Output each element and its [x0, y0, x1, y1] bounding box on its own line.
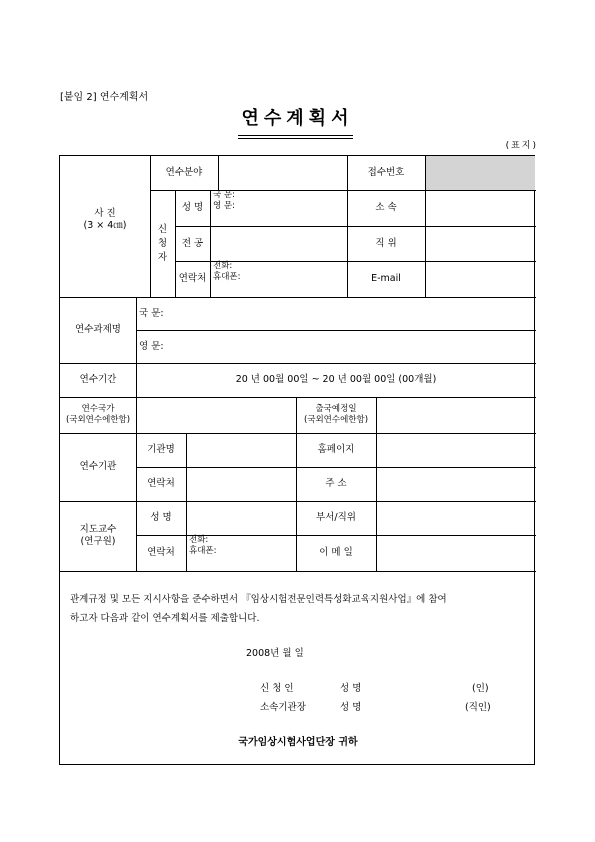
period-value[interactable]: 20 년 00월 00일 ~ 20 년 00월 00일 (00개월) — [235, 374, 437, 385]
advisor-name-label: 성 명 — [150, 512, 172, 523]
address-label: 주 소 — [325, 478, 347, 489]
attachment-label: [붙임 2] 연수계획서 — [60, 92, 149, 103]
applicant-label: 신청자 — [157, 223, 168, 263]
course-title-en[interactable]: 영 문: — [139, 340, 164, 352]
declaration-line-1: 관계규정 및 모든 지시사항을 준수하면서 『임상시험전문인력특성화교육지원사업』에 참여 — [70, 594, 447, 605]
applicant-sign-name: 성 명 — [340, 683, 362, 694]
cover-label: (표지) — [505, 141, 538, 151]
institution-label: 연수기관 — [79, 461, 117, 472]
head-seal: (직인) — [465, 702, 491, 713]
course-title-ko[interactable]: 국 문: — [139, 307, 164, 319]
advisor-contact-field[interactable]: 전화: 휴대폰: — [189, 535, 217, 556]
institution-name-label: 기관명 — [147, 444, 175, 455]
email-label: E-mail — [371, 273, 401, 284]
head-sign-name: 성 명 — [340, 702, 362, 713]
photo-area: 사 진 (3 × 4㎝) — [83, 208, 127, 231]
departure-label: 출국예정일 (국외연수에한함) — [303, 404, 369, 425]
affiliation-label: 소 속 — [375, 202, 397, 213]
name-label: 성 명 — [181, 202, 204, 213]
period-label: 연수기간 — [79, 374, 117, 385]
page-title: 연수계획서 — [0, 104, 595, 130]
applicant-seal: (인) — [472, 683, 489, 694]
position-label: 직 위 — [375, 237, 397, 249]
name-field[interactable]: 국 문: 영 문: — [213, 190, 235, 211]
contact-label: 연락처 — [178, 273, 207, 284]
advisor-email-label: 이 메 일 — [319, 547, 353, 558]
declaration-line-2: 하고자 다음과 같이 연수계획서를 제출합니다. — [70, 613, 260, 624]
institution-contact-label: 연락처 — [147, 478, 175, 489]
country-label: 연수국가 (국외연수에한함) — [65, 404, 131, 425]
course-title-label: 연수과제명 — [75, 324, 121, 335]
date-line: 2008년 월 일 — [246, 648, 304, 659]
head-sign-label: 소속기관장 — [260, 702, 306, 713]
contact-field[interactable]: 전화: 휴대폰: — [213, 261, 241, 282]
applicant-sign-label: 신 청 인 — [260, 683, 294, 694]
recipient-line: 국가임상시험사업단장 귀하 — [238, 737, 358, 748]
field-label: 연수분야 — [165, 167, 203, 178]
homepage-label: 홈페이지 — [317, 444, 355, 455]
department-label: 부서/직위 — [316, 512, 356, 523]
advisor-label: 지도교수 (연구원) — [79, 524, 117, 547]
receipt-number-label: 접수번호 — [367, 167, 405, 178]
plan-form — [59, 155, 535, 765]
advisor-contact-label: 연락처 — [147, 547, 175, 558]
major-label: 전 공 — [181, 237, 204, 249]
